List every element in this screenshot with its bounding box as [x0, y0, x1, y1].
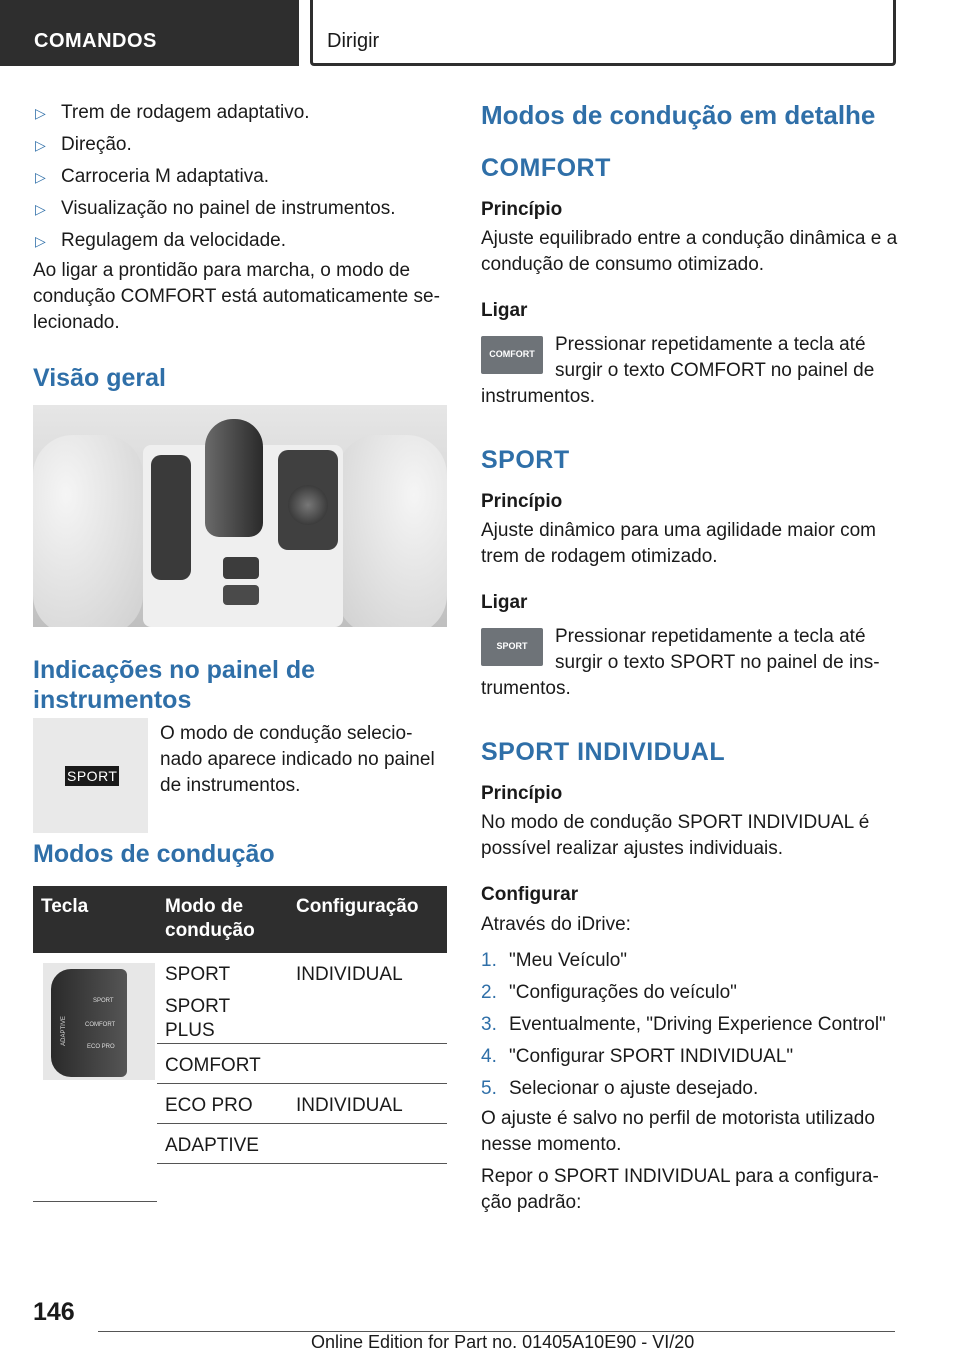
- sport-on-label: Ligar: [481, 592, 528, 613]
- section-tab: [0, 0, 299, 66]
- config-steps: [481, 948, 901, 1102]
- image-label: SPORT: [93, 998, 114, 1004]
- individual-principle-label: Princípio: [481, 783, 563, 804]
- sport-principle-label: Princípio: [481, 491, 563, 512]
- left-column: [33, 100, 447, 1202]
- list-item: ▷ Carroceria M adaptativa.: [33, 164, 447, 190]
- indications-heading: Indicações no painel de instrumentos: [33, 656, 316, 714]
- list-item: 5. Selecionar o ajuste desejado.: [481, 1076, 901, 1102]
- triangle-bullet-icon: ▷: [35, 169, 46, 185]
- step-number: 2.: [481, 982, 497, 1003]
- mode-cell: SPORT PLUS: [165, 996, 230, 1041]
- modes-table: [33, 886, 447, 1202]
- page-number: 146: [33, 1298, 75, 1326]
- table-row: [33, 953, 447, 1044]
- individual-configure-label: Configurar: [481, 884, 579, 905]
- comfort-on-text: Pressionar repetidamente a tecla até surgir o texto COMFORT no painel de instrumentos.: [481, 334, 875, 407]
- mode-buttons-image: [43, 963, 155, 1080]
- display-label: SPORT: [67, 768, 118, 784]
- image-label: ADAPTIVE: [60, 1016, 67, 1046]
- button-label: SPORT: [496, 641, 528, 651]
- column-header: Tecla: [33, 886, 157, 953]
- list-item: ▷ Direção.: [33, 132, 447, 158]
- step-number: 4.: [481, 1046, 497, 1067]
- config-cell: [288, 1044, 447, 1084]
- image-label: ECO PRO: [87, 1044, 115, 1050]
- center-console-photo: [33, 405, 447, 627]
- mode-cell: ECO PRO: [157, 1084, 288, 1124]
- mode-cell: COMFORT: [157, 1044, 288, 1084]
- chapter-title: Dirigir: [327, 30, 380, 52]
- individual-heading: SPORT INDIVIDUAL: [481, 738, 726, 766]
- step-number: 3.: [481, 1014, 497, 1035]
- detail-heading: Modos de condução em detalhe: [481, 100, 876, 130]
- modes-heading: Modos de condução: [33, 840, 275, 868]
- triangle-bullet-icon: ▷: [35, 201, 46, 217]
- comfort-heading: COMFORT: [481, 154, 611, 182]
- individual-via-text: Através do iDrive:: [481, 914, 631, 935]
- step-number: 5.: [481, 1078, 497, 1099]
- sport-button-image: [481, 628, 543, 666]
- mode-cell: SPORT: [165, 964, 231, 985]
- comfort-principle-label: Princípio: [481, 199, 563, 220]
- column-header: Configuração: [288, 886, 447, 953]
- list-item: 1. "Meu Veículo": [481, 948, 901, 974]
- config-cell: [288, 1124, 447, 1164]
- triangle-bullet-icon: ▷: [35, 105, 46, 121]
- list-item: 4. "Configurar SPORT INDIVIDUAL": [481, 1044, 901, 1070]
- footer-edition: [311, 1332, 694, 1353]
- saved-text: O ajuste é salvo no perfil de motorista utilizado nesse momento.: [481, 1108, 875, 1155]
- right-column: [481, 100, 901, 1216]
- edition-text: Online Edition for Part no. 01405A10E90 - VI/20: [311, 1332, 695, 1352]
- list-item: ▷ Trem de rodagem adaptativo.: [33, 100, 447, 126]
- comfort-principle-text: Ajuste equilibrado entre a condução dinâmica e a condução de consumo otimizado.: [481, 228, 898, 275]
- config-cell: INDIVIDUAL: [296, 964, 403, 985]
- feature-list: [33, 100, 447, 254]
- sport-display-image: [33, 718, 148, 833]
- section-title: COMANDOS: [34, 30, 157, 52]
- triangle-bullet-icon: ▷: [35, 137, 46, 153]
- button-label: COMFORT: [489, 349, 535, 359]
- column-header: Modo de condução: [157, 886, 288, 953]
- list-item: ▷ Regulagem da velocidade.: [33, 228, 447, 254]
- image-label: COMFORT: [85, 1022, 116, 1028]
- sport-on-text: Pressionar repetidamente a tecla até surgir o texto SPORT no painel de ins-trumentos.: [481, 626, 880, 699]
- sport-principle-text: Ajuste dinâmico para uma agilidade maior com trem de rodagem otimizado.: [481, 520, 876, 567]
- sport-heading: SPORT: [481, 446, 570, 474]
- list-item: 2. "Configurações do veículo": [481, 980, 901, 1006]
- comfort-button-image: [481, 336, 543, 374]
- overview-heading: Visão geral: [33, 364, 166, 392]
- list-item: 3. Eventualmente, "Driving Experience Control": [481, 1012, 901, 1038]
- mode-cell: ADAPTIVE: [157, 1124, 288, 1164]
- triangle-bullet-icon: ▷: [35, 233, 46, 249]
- comfort-on-label: Ligar: [481, 300, 528, 321]
- config-cell: INDIVIDUAL: [288, 1084, 447, 1124]
- individual-principle-text: No modo de condução SPORT INDIVIDUAL é possível realizar ajustes individuais.: [481, 812, 870, 859]
- step-number: 1.: [481, 950, 497, 971]
- indications-text: O modo de condução selecio-nado aparece indicado no painel de instrumentos.: [160, 723, 435, 796]
- intro-paragraph: Ao ligar a prontidão para marcha, o modo de condução COMFORT está automaticamente se-lecionado.: [33, 260, 440, 333]
- list-item: ▷ Visualização no painel de instrumentos.: [33, 196, 447, 222]
- chapter-tab: [310, 0, 896, 66]
- reset-text: Repor o SPORT INDIVIDUAL para a configura-ção padrão:: [481, 1166, 879, 1213]
